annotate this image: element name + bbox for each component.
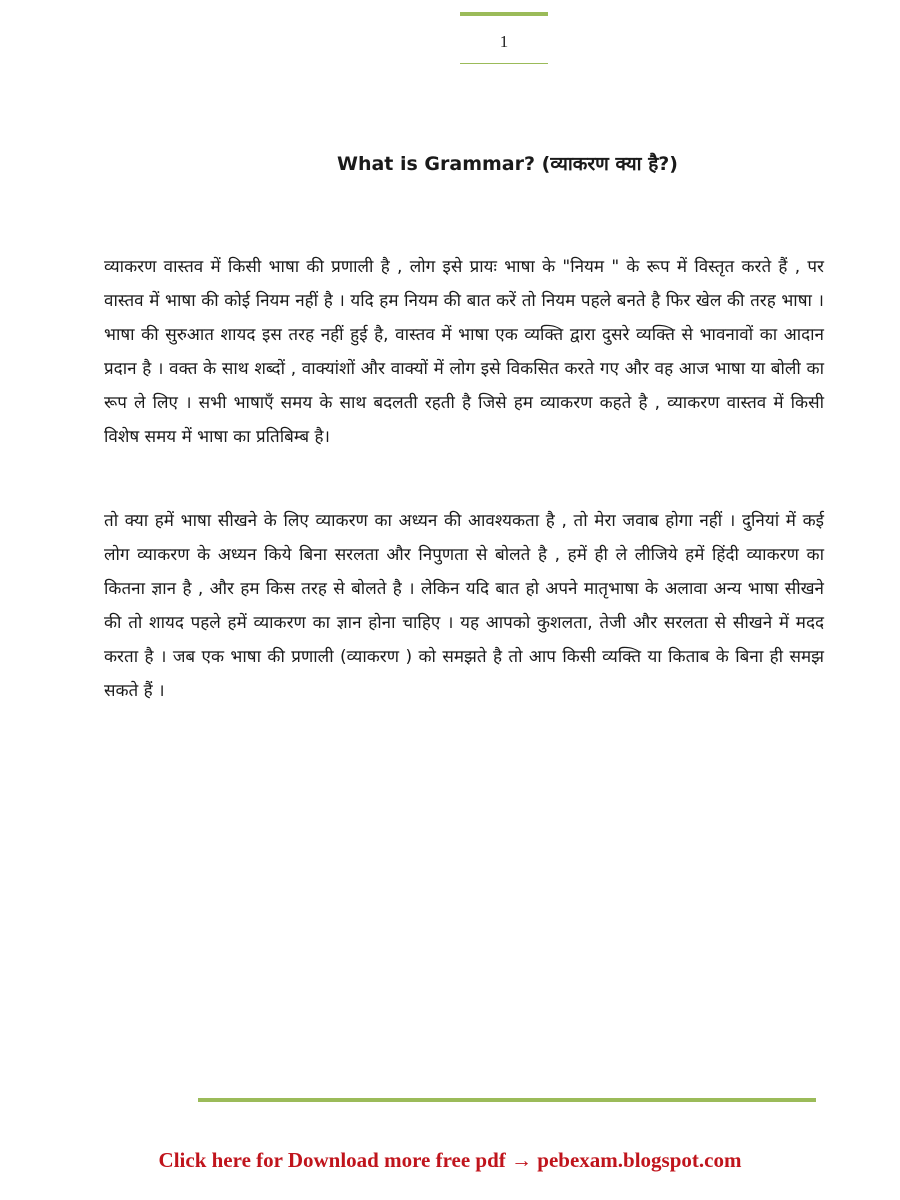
footer-rule	[198, 1098, 816, 1102]
paragraph-need-for-grammar: तो क्या हमें भाषा सीखने के लिए व्याकरण का अध्यन की आवश्यकता है , तो मेरा जवाब होगा नहीं । दुनियां में कई लोग व्याकरण के अध्यन किये बिना सरलता और निपुणता से बोलते है , हमें ही ले लीजिये हमें हिंदी व्याकरण का कितना ज्ञान है , और हम किस तरह से बोलते है । लेकिन यदि बात हो अपने मातृभाषा के अलावा अन्य भाषा सीखने की तो शायद पहले हमें व्याकरण का ज्ञान होना चाहिए । यह आपको कुशलता, तेजी और सरलता से सीखने में मदद करता है । जब एक भाषा की प्रणाली (व्याकरण ) को समझते है तो आप किसी व्यक्ति या किताब के बिना ही समझ सकते हैं ।	[104, 511, 824, 701]
page-header	[460, 12, 548, 64]
download-link[interactable]: Click here for Download more free pdf → pebexam.blogspot.com	[158, 1148, 742, 1172]
header-rule-top	[460, 12, 548, 16]
paragraph-definition: व्याकरण वास्तव में किसी भाषा की प्रणाली है , लोग इसे प्रायः भाषा के "नियम " के रूप में विस्तृत करते हैं , पर वास्तव में भाषा की कोई नियम नहीं है । यदि हम नियम की बात करें तो नियम पहले बनते है फिर खेल की तरह भाषा । भाषा की सुरुआत शायद इस तरह नहीं हुई है, वास्तव में भाषा एक व्यक्ति द्वारा दुसरे व्यक्ति से भावनावों का आदान प्रदान है । वक्त के साथ शब्दों , वाक्यांशों और वाक्यों में लोग इसे विकसित करते गए और वह आज भाषा या बोली का रूप ले लिए । सभी भाषाएँ समय के साथ बदलती रहती है जिसे हम व्याकरण कहते है , व्याकरण वास्तव में किसी विशेष समय में भाषा का प्रतिबिम्ब है।	[104, 257, 824, 447]
document-title: What is Grammar? (व्याकरण क्या है?)	[336, 153, 678, 175]
page-number: 1	[499, 32, 509, 51]
header-rule-bottom	[460, 63, 548, 64]
